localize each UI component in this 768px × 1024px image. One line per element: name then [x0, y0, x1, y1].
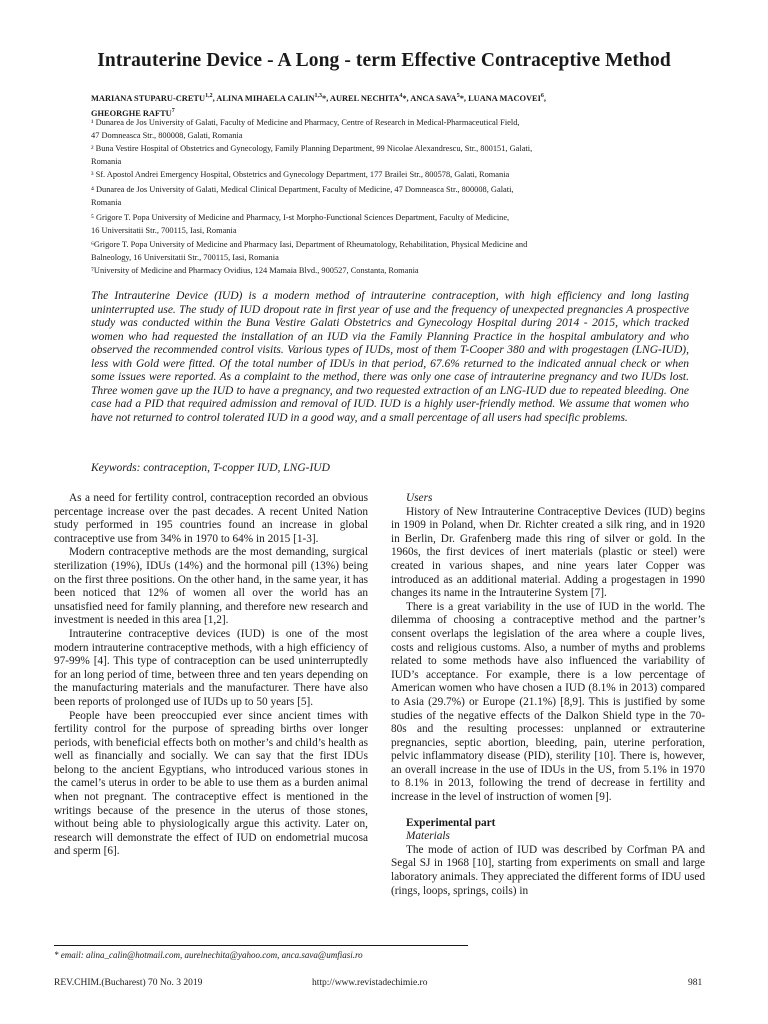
affiliation-line: ¹ Dunarea de Jos University of Galati, Faculty of Medicine and Pharmacy, Centre of Research in Medical-Pharmaceutical Field, [91, 118, 520, 127]
body-paragraph: There is a great variability in the use of IUD in the world. The dilemma of choosing a contraceptive method and the partner’s consent overlaps the legislation of the area where a couple lives, costs and religious customs. Also, a number of myths and problems related to some methods have also influenced the variability of IUD’s acceptance. For example, there is a low percentage of American women who have chosen a IUD (8.1% in 2013) compared to Asia (29.7%) or Europe (21.1%) [8,9]. This is justified by some studies of the negative effects of the Dalkon Shield type in the 70-80s and the resulting processes: unplanned or extrauterine pregnancies, septic abortion, bleeding, pain, uterine perforation, pelvic inflammatory disease (PID), sterility [10]. There is, however, an overall increase in the use of IDUs in the US, from 5.1% in 1970 to 8.1% in 2013, following the trend of decrease in fertility and increase in the level of instruction of women [9]. [391, 600, 705, 804]
users-heading: Users [406, 492, 433, 504]
abstract: The Intrauterine Device (IUD) is a modern method of intrauterine contraception, with high efficiency and long lasting uninterrupted use. The study of IUD dropout rate in first year of use and the frequency of unexpected pregnancies A prospective study was conducted within the Buna Vestire Galati Obstetrics and Gynecology Hospital during 2014 - 2015, which tracked women who had requested the installation of an IUD via the Family Planning Practice in the hospital ambulatory and who observed the recommended control visits. Various types of IUDs, most of them T-Cooper 380 and with progestagen (LNG-IUD), less with Gold were fitted. Of the total number of IDUs in that period, 67.6% returned to the indicated annual check or when some issues were reported. As a complaint to the method, there was only one case of intrauterine pregnancy and two IUDs lost. Three women gave up the IUD to have a pregnancy, and two requested extraction of an LNG-IUD due to repeated bleeding. One case had a PID that required admission and removal of IUD. IUD is a highly user-friendly method. We assume that women who have not returned to control tolerated IUD in a good way, and a small percentage of all users had specific problems. [91, 290, 689, 424]
journal-url: http://www.revistadechimie.ro [312, 978, 428, 988]
body-paragraph: People have been preoccupied ever since ancient times with fertility control for the purpose of spreading births over longer periods, with beneficial effects both on mother’s and child’s health as well as financially and socially. We can say that the first IDUs belong to the ancient Egyptians, who introduced various stones in the camel’s uterus in order to be able to use them as a burden animal when not pregnant. The contraceptive effect is mentioned in the writings because of the presence in the uterus of those stones, without being able to physiologically argue this activity. Later on, research will demonstrate the effect of IUD on endometrial mucosa and sperm [6]. [54, 709, 368, 858]
email-footnote: * email: alina_calin@hotmail.com, aurelnechita@yahoo.com, anca.sava@umfiasi.ro [54, 950, 363, 960]
journal-citation: REV.CHIM.(Bucharest) 70 No. 3 2019 [54, 978, 203, 988]
page-number: 981 [688, 978, 703, 988]
materials-heading: Materials [406, 830, 450, 843]
affiliation-line: ⁶Grigore T. Popa University of Medicine and Pharmacy Iasi, Department of Rheumatology, Rehabilitation, Physical Medicine and [91, 240, 528, 249]
affiliation-line: ³ Sf. Apostol Andrei Emergency Hospital, Obstetrics and Gynecology Department, 177 Brailei Str., 800578, Galati, Romania [91, 170, 510, 179]
affiliation-line: Balneology, 16 Universitatii Str., 700115, Iasi, Romania [91, 253, 279, 262]
experimental-heading: Experimental part [406, 816, 496, 829]
affiliation-line: ⁴ Dunarea de Jos University of Galati, Medical Clinical Department, Faculty of Medicine, 47 Domneasca Str., 800008, Galati, [91, 185, 514, 194]
affiliation-line: 47 Domneasca Str., 800008, Galati, Romania [91, 131, 243, 140]
left-column [54, 492, 368, 859]
body-paragraph: Intrauterine contraceptive devices (IUD) is one of the most modern intrauterine contraceptive methods, with a high efficiency of 97-99% [4]. This type of contraception can be used uninterruptedly for an long period of time, between three and ten years depending on the manufacturing materials and the manufacturer. There have also been reports of prolonged use of IUDs up to 50 years [5]. [54, 627, 368, 708]
affiliation-line: Romania [91, 198, 122, 207]
affiliation-line: 16 Universitatii Str., 700115, Iasi, Romania [91, 226, 237, 235]
author-line-2: GHEORGHE RAFTU$^7$ [91, 107, 175, 118]
body-paragraph: As a need for fertility control, contraception recorded an obvious percentage increase over the past decades. A recent United Nation study performed in 195 countries found an increase in global contraceptive use from 34% in 1970 to 64% in 2015 [1-3]. [54, 492, 368, 545]
affiliation-line: Romania [91, 157, 122, 166]
article-title: Intrauterine Device - A Long - term Effective Contraceptive Method [97, 50, 671, 71]
keywords: Keywords: contraception, T-copper IUD, LNG-IUD [91, 462, 330, 474]
body-paragraph: The mode of action of IUD was described by Corfman PA and Segal SJ in 1968 [10], starting from experiments on small and large laboratory animals. They appreciated the different forms of IDU used (rings, loops, springs, coils) in [391, 843, 705, 897]
body-paragraph: History of New Intrauterine Contraceptive Devices (IUD) begins in 1909 in Poland, when Dr. Richter created a silk ring, and in 1920 in Berlin, Dr. Grafenberg made this ring of silver or gold. In the 1960s, the first devices of inert materials (plastic or steel) were created in various shapes, and nine years later Copper was introduced as an additional material. Adding a progestagen in 1990 changes its name in the Intrauterine System [7]. [391, 505, 705, 600]
body-paragraph: Modern contraceptive methods are the most demanding, surgical sterilization (19%), IDUs (14%) and the hormonal pill (13%) being on the first three positions. On the other hand, in the same year, it has been noticed that 12% of women all over the world has an unsatisfied need for family planning, and therefore new research and investment is needed in this area [1,2]. [54, 546, 368, 627]
affiliation-line: ⁵ Grigore T. Popa University of Medicine and Pharmacy, I-st Morpho-Functional Sciences Department, Faculty of Medicine, [91, 213, 510, 222]
right-column [391, 492, 705, 898]
affiliation-line: ² Buna Vestire Hospital of Obstetrics and Gynecology, Family Planning Department, 99 Nicolae Alexandrescu, Str., 800151, Galati, [91, 144, 533, 153]
author-line-1: MARIANA STUPARU-CRETU$^{1,2}$, ALINA MIHAELA CALIN$^{1,3}$*, AUREL NECHITA$^4$*, ANCA SAVA$^5$*, LUANA MACOVEI$^6$, [91, 93, 546, 103]
footnote-divider [54, 945, 468, 946]
affiliation-line: ⁷University of Medicine and Pharmacy Ovidius, 124 Mamaia Blvd., 900527, Constanta, Romania [91, 266, 419, 275]
